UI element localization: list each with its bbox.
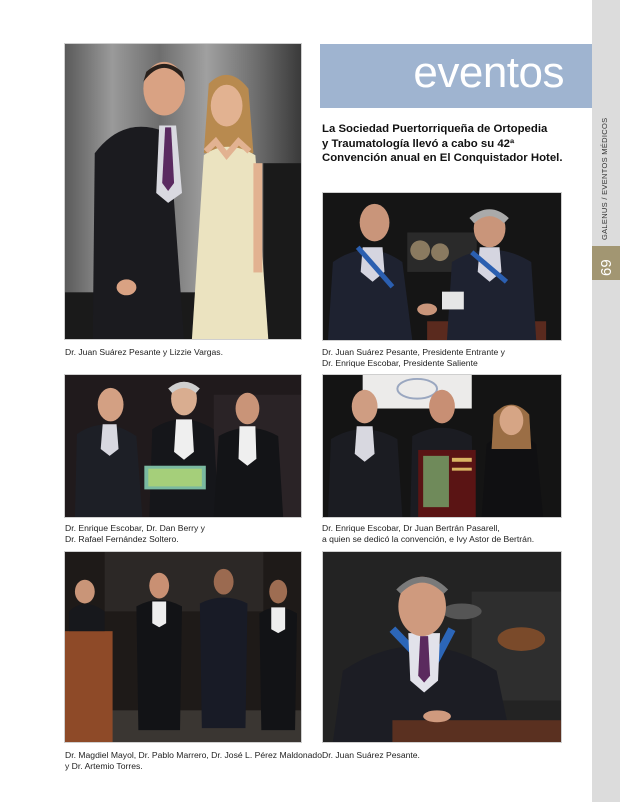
- side-tab: [592, 0, 620, 802]
- photo-gift: [64, 374, 302, 518]
- intro-line: Convención anual en El Conquistador Hotel.: [322, 152, 563, 164]
- caption-photo-5: [65, 750, 322, 772]
- caption-photo-3: [65, 523, 205, 545]
- photo-speaker: [322, 551, 562, 743]
- intro-text: [322, 122, 582, 166]
- caption-line: Dr. Juan Suárez Pesante, Presidente Entrante y: [322, 347, 505, 357]
- caption-line: Dr. Enrique Escobar, Dr. Dan Berry y: [65, 523, 205, 533]
- caption-photo-1: [65, 347, 223, 358]
- photo-handshake: [322, 192, 562, 341]
- side-label-container: [592, 117, 620, 240]
- section-banner: [320, 44, 592, 108]
- photo-plaque: [322, 374, 562, 518]
- section-title: eventos: [413, 48, 564, 97]
- caption-line: Dr. Juan Suárez Pesante y Lizzie Vargas.: [65, 347, 223, 357]
- caption-photo-6: [322, 750, 420, 761]
- caption-line: Dr. Magdiel Mayol, Dr. Pablo Marrero, Dr. José L. Pérez Maldonado: [65, 750, 322, 760]
- photo-four-doctors: [64, 551, 302, 743]
- caption-line: Dr. Juan Suárez Pesante.: [322, 750, 420, 760]
- caption-line: y Dr. Artemio Torres.: [65, 761, 143, 771]
- page-number: 69: [598, 259, 615, 276]
- caption-line: Dr. Rafael Fernández Soltero.: [65, 534, 179, 544]
- page-number-box: [592, 246, 620, 280]
- photo-couple: [64, 43, 302, 340]
- caption-photo-2: [322, 347, 505, 369]
- caption-line: Dr. Enrique Escobar, Presidente Saliente: [322, 358, 478, 368]
- caption-photo-4: [322, 523, 534, 545]
- intro-line: La Sociedad Puertorriqueña de Ortopedia: [322, 123, 548, 135]
- caption-line: a quien se dedicó la convención, e Ivy Astor de Bertrán.: [322, 534, 535, 544]
- caption-line: Dr. Enrique Escobar, Dr Juan Bertrán Pasarell,: [322, 523, 500, 533]
- side-label: GALENUS / EVENTOS MÉDICOS: [600, 117, 609, 240]
- intro-line: y Traumatología llevó a cabo su 42ª: [322, 137, 515, 150]
